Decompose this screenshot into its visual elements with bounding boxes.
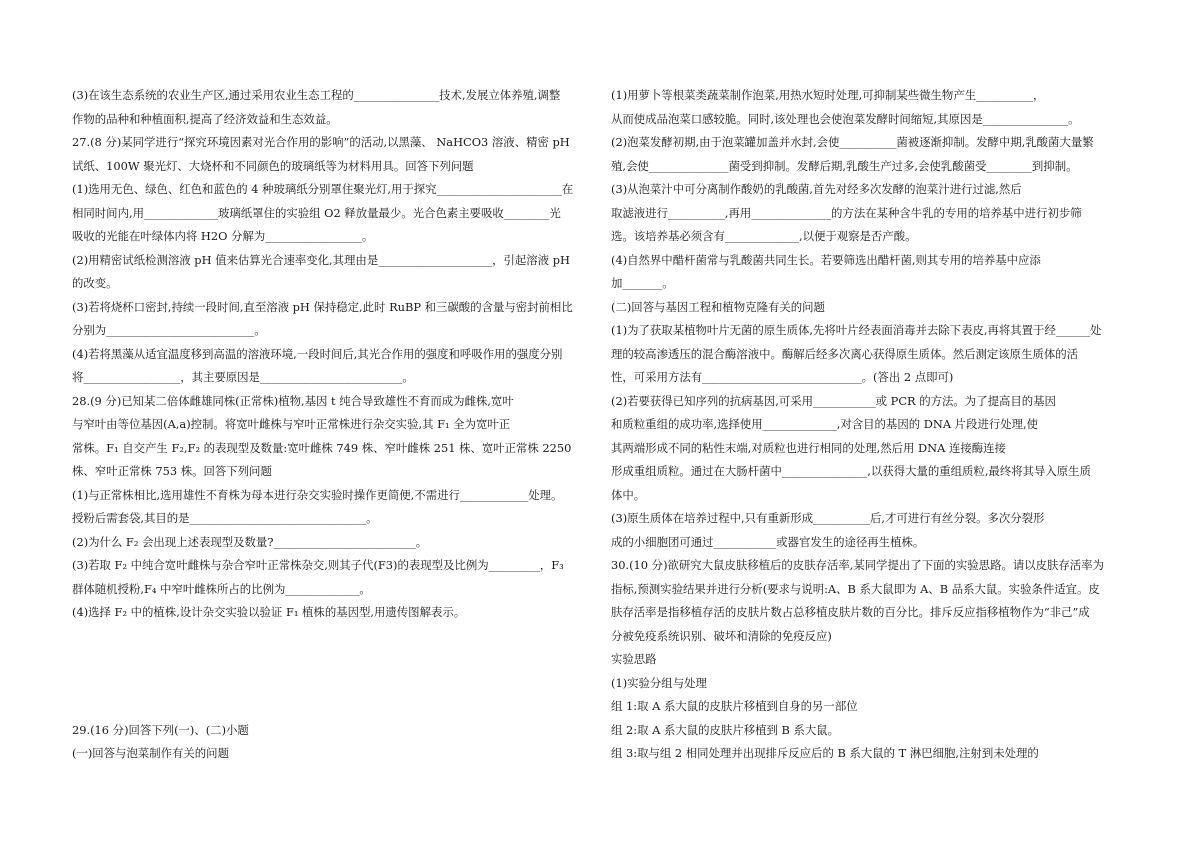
text-line: (2)若要获得已知序列的抗病基因,可采用___________或 PCR 的方法。为了提高目的基因 — [611, 393, 1056, 408]
text-line: 试纸、100W 聚光灯、大烧杯和不同颜色的玻璃纸等为材料用具。回答下列问题 — [72, 158, 474, 173]
text-line: (2)为什么 F₂ 会出现上述表现型及数量?_________________________。 — [72, 534, 428, 549]
text-line: (1)选用无色、绿色、红色和蓝色的 4 种玻璃纸分别罩住聚光灯,用于探究______________________在 — [72, 182, 574, 196]
text-line: 30.(10 分)欲研究大鼠皮肤移植后的皮肤存活率,某同学提出了下面的实验思路。请以皮肤存活率为 — [611, 558, 1104, 572]
text-line: (1)为了获取某植物叶片无菌的原生质体,先将叶片经表面消毒并去除下表皮,再将其置于经______处 — [611, 323, 1102, 337]
text-line: 组 2:取 A 系大鼠的皮肤片移植到 B 系大鼠。 — [611, 722, 840, 737]
text-line: (1)实验分组与处理 — [611, 675, 707, 690]
text-line: 28.(9 分)已知某二倍体雌雄同株(正常株)植物,基因 t 纯合导致雄性不育而成为雌株,宽叶 — [72, 393, 514, 408]
text-line: (二)回答与基因工程和植物克隆有关的问题 — [611, 299, 825, 314]
text-line: (一)回答与泡菜制作有关的问题 — [72, 746, 229, 760]
text-line: 形成重组质粒。通过在大肠杆菌中_______________,以获得大量的重组质粒,最终将其导入原生质 — [611, 464, 1091, 478]
text-line: 分别为__________________________。 — [72, 323, 266, 337]
text-line: (1)与正常株相比,选用雄性不育株为母本进行杂交实验时操作更简便,不需进行____________处理。 — [72, 487, 563, 502]
text-line: 取滤液进行__________,再用______________的方法在某种含牛乳的专用的培养基中进行初步筛 — [611, 205, 1082, 220]
text-line: 作物的品种和种植面积,提高了经济效益和生态效益。 — [72, 111, 338, 126]
text-line: 选。该培养基必须含有_____________,以便于观察是否产酸。 — [611, 229, 917, 243]
text-line: (3)若取 F₂ 中纯合宽叶雌株与杂合窄叶正常株杂交,则其子代(F3)的表现型及比例为_________，F₃ — [72, 558, 564, 572]
text-line: 的改变。 — [72, 276, 118, 290]
text-line: 株、窄叶正常株 753 株。回答下列问题 — [72, 464, 272, 478]
text-line: 常株。F₁ 自交产生 F₂,F₂ 的表现型及数量:宽叶雌株 749 株、窄叶雌株 251 株、宽叶正常株 2250 — [72, 440, 572, 455]
text-line: 27.(8 分)某同学进行“探究环境因素对光合作用的影响”的活动,以黑藻、 NaHCO3 溶液、精密 pH — [72, 135, 570, 149]
text-line: (3)在该生态系统的农业生产区,通过采用农业生态工程的_______________技术,发展立体养殖,调整 — [72, 88, 561, 102]
text-line: (3)从泡菜汁中可分离制作酸奶的乳酸菌,首先对经多次发酵的泡菜汁进行过滤,然后 — [611, 182, 1022, 196]
answer-space — [72, 625, 592, 719]
text-line: 性，可采用方法有____________________________。(答出 2 点即可) — [611, 370, 954, 384]
text-line: 组 1:取 A 系大鼠的皮肤片移植到自身的另一部位 — [611, 699, 858, 713]
text-line: (4)自然界中醋杆菌常与乳酸菌共同生长。若要筛选出醋杆菌,则其专用的培养基中应添 — [611, 252, 1041, 267]
text-line: 和质粒重组的成功率,选择使用_____________,对含目的基因的 DNA 片段进行处理,使 — [611, 417, 1039, 431]
text-line: (3)若将烧杯口密封,持续一段时间,直至溶液 pH 保持稳定,此时 RuBP 和三碳酸的含量与密封前相比 — [72, 299, 573, 314]
text-line: 肤存活率是指移植存活的皮肤片数占总移植皮肤片数的百分比。排斥反应指移植物作为“非己”成 — [611, 605, 1090, 619]
text-line: 吸收的光能在叶绿体内将 H2O 分解为_________________。 — [72, 229, 374, 243]
text-line: 相同时间内,用_____________玻璃纸罩住的实验组 O2 释放量最少。光合色素主要吸收________光 — [72, 205, 561, 220]
text-line: 实验思路 — [611, 652, 657, 666]
text-line: 加_______。 — [611, 276, 674, 290]
text-line: 组 3:取与组 2 相同处理并出现排斥反应后的 B 系大鼠的 T 淋巴细胞,注射到未处理的 — [611, 746, 1039, 760]
text-line: 授粉后需套袋,其目的是_______________________________。 — [72, 511, 378, 525]
text-line: 从而使成品泡菜口感较脆。同时,该处理也会使泡菜发酵时间缩短,其原因是_______________。 — [611, 111, 1080, 126]
text-line: 29.(16 分)回答下列(一)、(二)小题 — [72, 722, 249, 737]
text-line: 体中。 — [611, 487, 646, 502]
text-line: 分被免疫系统识别、破坏和清除的免疫反应) — [611, 628, 832, 643]
right-column — [611, 84, 1131, 766]
text-line: (4)若将黑藻从适宜温度移到高温的溶液环境,一段时间后,其光合作用的强度和呼吸作用的强度分别 — [72, 346, 563, 361]
left-column — [72, 84, 592, 766]
text-line: 殖,会使______________菌受到抑制。发酵后期,乳酸生产过多,会使乳酸菌受________到抑制。 — [611, 158, 1078, 173]
text-line: 成的小细胞团可通过___________或器官发生的途径再生植株。 — [611, 534, 925, 549]
text-line: 指标,预测实验结果并进行分析(要求与说明:A、B 系大鼠即为 A、B 品系大鼠。实验条件适宜。皮 — [611, 581, 1100, 596]
text-line: 其两端形成不同的粘性末端,对质粒也进行相同的处理,然后用 DNA 连接酶连接 — [611, 440, 1006, 455]
text-line: (2)用精密试纸检测溶液 pH 值来估算光合速率变化,其理由是____________________，引起溶液 pH — [72, 252, 570, 267]
text-line: 群体随机授粉,F₄ 中窄叶雌株所占的比例为_____________。 — [72, 581, 371, 596]
text-line: (1)用萝卜等根菜类蔬菜制作泡菜,用热水短时处理,可抑制某些微生物产生__________， — [611, 88, 1045, 102]
text-line: (2)泡菜发酵初期,由于泡菜罐加盖并水封,会使__________菌被逐渐抑制。发酵中期,乳酸菌大量繁 — [611, 135, 1094, 149]
text-line: 理的较高渗透压的混合酶溶液中。酶解后经多次离心获得原生质体。然后测定该原生质体的活 — [611, 346, 1079, 361]
text-line: 与窄叶由等位基因(A,a)控制。将宽叶雌株与窄叶正常株进行杂交实验,其 F₁ 全为宽叶正 — [72, 417, 511, 431]
text-line: (4)选择 F₂ 中的植株,设计杂交实验以验证 F₁ 植株的基因型,用遗传图解表示。 — [72, 605, 466, 619]
text-line: 将_________________，其主要原因是_________________________。 — [72, 370, 414, 384]
text-line: (3)原生质体在培养过程中,只有重新形成__________后,才可进行有丝分裂。多次分裂形 — [611, 511, 1045, 525]
